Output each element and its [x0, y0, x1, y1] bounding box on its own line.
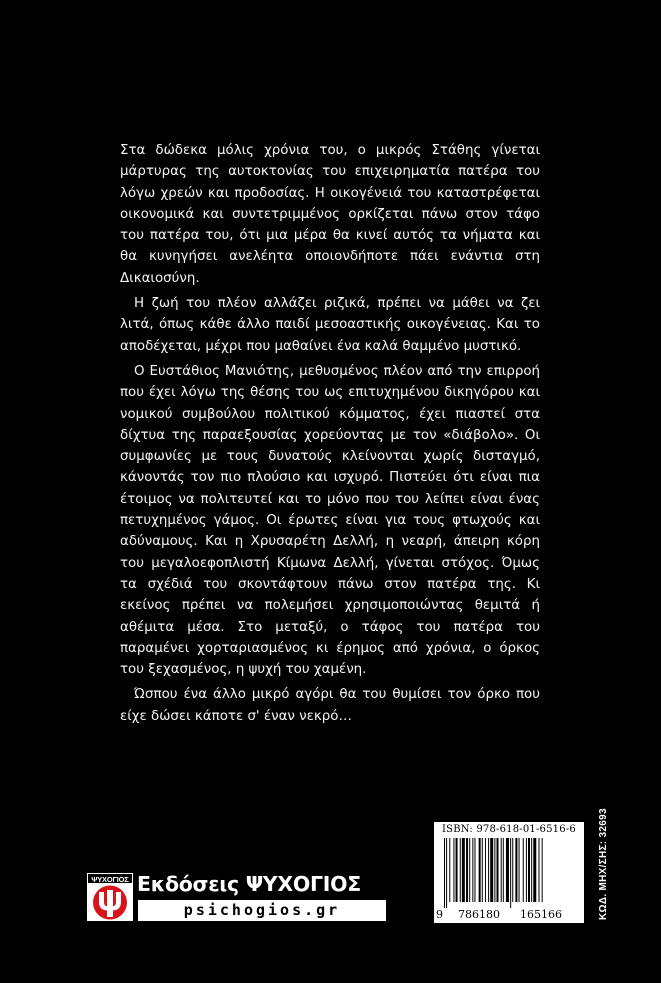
back-cover-blurb	[120, 140, 540, 731]
barcode-bar	[444, 838, 445, 908]
barcode-bar	[523, 838, 524, 902]
product-code: ΚΩΔ. ΜΗΧ/ΣΗΣ: 32693	[598, 808, 609, 920]
barcode-bar	[453, 838, 454, 902]
barcode-group-1: 786180	[458, 908, 500, 921]
barcode-bar	[456, 838, 458, 902]
barcode-bar	[472, 838, 473, 902]
barcode-bar	[479, 838, 481, 902]
blurb-paragraph: Ο Ευστάθιος Μανιότης, μεθυσμένος πλέον από την επιρροή που έχει λόγω της θέσης του ως επιτυχημένου δικηγόρου και νομικού συμβούλου πολιτικού κόμματος, έχει πιαστεί στα δίχτυα της παραεξουσίας χορεύοντας με τον «διάβολο». Οι συμφωνίες με τους δυνατούς κλείνονται χωρίς δισταγμό, κάνοντάς τον πιο πλούσιο και ισχυρό. Πιστεύει ότι είναι πια έτοιμος να πολιτευτεί και το μόνο που του λείπει είναι ένας πετυχημένος γάμος. Οι έρωτες είναι για τους φτωχούς και αδύναμους. Και η Χρυσαρέτη Δελλή, η νεαρή, άπειρη κόρη του μεγαλοεφοπλιστή Κίμωνα Δελλή, γίνεται στόχος. Όμως τα σχέδιά του σκοντάφτουν πάνω στον πατέρα της. Κι εκείνος πρέπει να πολεμήσει χρησιμοποιώντας θεμιτά ή αθέμιτα μέσα. Στο μεταξύ, ο τάφος του πατέρα του παραμένει χορταριασμένος κι έρημος από χρόνια, ο όρκος του ξεχασμένος, η ψυχή του χαμένη.	[120, 363, 540, 678]
barcode-bar	[506, 838, 509, 902]
publisher-logo	[87, 873, 133, 921]
barcode-bars	[440, 838, 578, 908]
barcode-bar	[466, 838, 468, 902]
barcode-bar	[449, 838, 450, 902]
barcode-bar	[531, 838, 532, 902]
publisher-name: Εκδόσεις ΨΥΧΟΓΙΟΣ	[137, 872, 361, 896]
barcode-bar	[485, 838, 486, 902]
barcode-bar	[497, 838, 499, 902]
barcode-bar	[528, 838, 530, 902]
barcode-bar	[542, 838, 543, 902]
barcode-bar	[482, 838, 483, 902]
logo-wordmark: ΨΥΧΟΓΙΟΣ	[87, 873, 133, 884]
barcode-bar	[510, 838, 511, 908]
barcode-bar	[474, 838, 475, 902]
publisher-url: psichogios.gr	[138, 900, 386, 921]
blurb-paragraph: Ώσπου ένα άλλο μικρό αγόρι θα του θυμίσει τον όρκο που είχε δώσει κάποτε σ' έναν νεκρό…	[120, 687, 540, 724]
barcode-bar	[490, 838, 493, 902]
barcode-bar	[488, 838, 489, 902]
barcode-bar	[512, 838, 513, 902]
barcode-bar	[519, 838, 520, 902]
barcode-bar	[515, 838, 517, 902]
barcode-bar	[533, 838, 536, 902]
barcode-group-2: 165166	[520, 908, 562, 921]
barcode-bar	[494, 838, 495, 902]
barcode-bar	[503, 838, 504, 902]
psi-icon	[90, 885, 130, 920]
blurb-paragraph: Η ζωή του πλέον αλλάζει ριζικά, πρέπει να μάθει να ζει λιτά, όπως κάθε άλλο παιδί μεσοαστικής οικογένειας. Και το αποδέχεται, μέχρι που μαθαίνει ένα καλά θαμμένο μυστικό.	[120, 296, 540, 354]
blurb-paragraph: Στα δώδεκα μόλις χρόνια του, ο μικρός Στάθης γίνεται μάρτυρας της αυτοκτονίας του επιχειρηματία πατέρα του λόγω χρεών και προδοσίας. Η οικογένειά του καταστρέφεται οικονομικά και συντετριμμένος ορκίζεται πάνω στον τάφο του πατέρα του, ότι μια μέρα θα κινεί αυτός τα νήματα και θα κυνηγήσει ανελέητα οποιονδήποτε πάει ενάντια στη Δικαιοσύνη.	[120, 143, 540, 286]
isbn-label: ISBN: 978-618-01-6516-6	[442, 824, 576, 835]
isbn-barcode	[434, 822, 584, 923]
barcode-first-digit: 9	[436, 908, 443, 921]
barcode-bar	[460, 838, 461, 902]
barcode-bar	[539, 838, 540, 902]
barcode-bar	[446, 838, 447, 908]
barcode-bar	[501, 838, 502, 902]
barcode-bar	[469, 838, 470, 902]
barcode-bar	[526, 838, 527, 902]
barcode-bar	[462, 838, 465, 902]
